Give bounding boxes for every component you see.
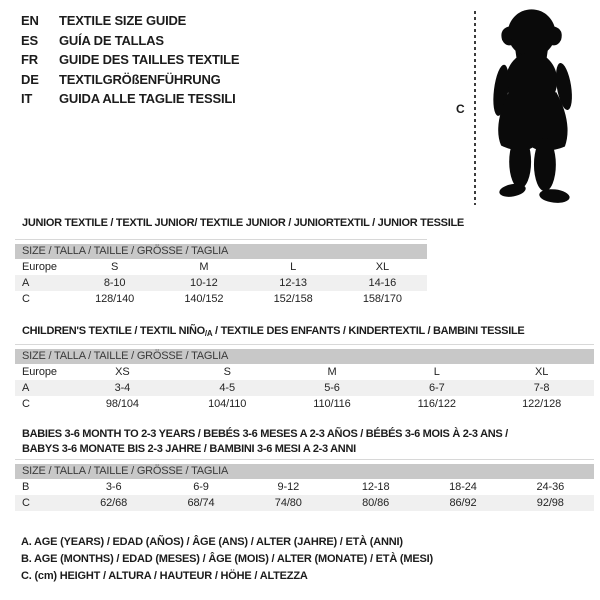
- row-label: C: [22, 398, 30, 410]
- size-section-2: [15, 423, 594, 511]
- size-cell: 7-8: [533, 382, 550, 394]
- row-label: C: [22, 293, 30, 305]
- size-cell: 18-24: [449, 481, 477, 493]
- footnote: C. (cm) HEIGHT / ALTURA / HAUTEUR / HÖHE / ALTEZZA: [21, 570, 308, 582]
- table-row: [15, 380, 594, 396]
- table-row: [15, 364, 594, 380]
- height-measure-line: [474, 11, 476, 205]
- size-header-row: [15, 464, 594, 479]
- language-label: GUÍA DE TALLAS: [59, 32, 164, 48]
- size-header-label: SIZE / TALLA / TAILLE / GRÖSSE / TAGLIA: [15, 464, 594, 479]
- size-cell: 12-18: [361, 481, 390, 493]
- size-cell: 62/68: [100, 497, 128, 509]
- size-section-0: [15, 212, 464, 307]
- size-cell: L: [290, 261, 297, 273]
- size-table-wrap: [15, 239, 427, 307]
- size-cell: 3-6: [105, 481, 122, 493]
- size-cell: 122/128: [522, 398, 562, 410]
- legend-footnotes: [21, 534, 433, 585]
- language-row-es: [21, 31, 239, 51]
- size-cell: 5-6: [324, 382, 340, 394]
- section-title: [22, 212, 464, 231]
- row-label: B: [22, 481, 30, 493]
- size-cell: 3-4: [114, 382, 131, 394]
- size-cell: 80/86: [362, 497, 390, 509]
- size-cell: 86/92: [449, 497, 477, 509]
- size-cell: 128/140: [95, 293, 135, 305]
- size-table-wrap: [15, 344, 594, 412]
- language-row-fr: [21, 50, 239, 70]
- section-title: [22, 423, 594, 457]
- size-cell: XL: [534, 366, 549, 378]
- size-cell: 158/170: [362, 293, 402, 305]
- section-title-part: BABIES 3-6 MONTH TO 2-3 YEARS / BEBÉS 3-6 MESES A 2-3 AÑOS / BÉBÉS 3-6 MOIS À 2-3 ANS /: [22, 428, 508, 440]
- row-label: A: [22, 277, 30, 289]
- size-cell: 8-10: [103, 277, 126, 289]
- size-cell: XS: [115, 366, 130, 378]
- section-title-part: BABYS 3-6 MONATE BIS 2-3 JAHRE / BAMBINI 3-6 MESI A 2-3 ANNI: [22, 443, 356, 455]
- language-code: ES: [21, 32, 38, 48]
- size-cell: 116/122: [417, 398, 456, 410]
- size-cell: M: [327, 366, 337, 378]
- size-cell: M: [199, 261, 209, 273]
- language-list: [21, 11, 239, 109]
- size-cell: 10-12: [190, 277, 218, 289]
- language-label: GUIDA ALLE TAGLIE TESSILI: [59, 91, 236, 106]
- language-label: GUIDE DES TAILLES TEXTILE: [59, 52, 240, 67]
- size-cell: S: [223, 366, 231, 378]
- language-code: IT: [21, 91, 33, 106]
- row-label: A: [22, 382, 30, 394]
- size-header-label: SIZE / TALLA / TAILLE / GRÖSSE / TAGLIA: [15, 349, 594, 364]
- section-title-part: JUNIOR TEXTILE / TEXTIL JUNIOR/ TEXTILE JUNIOR / JUNIORTEXTIL / JUNIOR TESSILE: [22, 217, 464, 229]
- row-label: Europe: [22, 261, 57, 273]
- baby-silhouette-icon: [483, 4, 583, 209]
- size-cell: 9-12: [277, 481, 300, 493]
- size-cell: 140/152: [184, 293, 224, 305]
- language-code: FR: [21, 52, 38, 67]
- table-row: [15, 291, 427, 307]
- table-row: [15, 479, 594, 495]
- table-row: [15, 259, 427, 275]
- size-header-label: SIZE / TALLA / TAILLE / GRÖSSE / TAGLIA: [15, 244, 427, 259]
- size-table: [15, 349, 594, 412]
- size-header-row: [15, 244, 427, 259]
- language-code: DE: [21, 71, 39, 87]
- size-cell: S: [111, 261, 119, 273]
- language-label: TEXTILE SIZE GUIDE: [59, 13, 187, 28]
- row-label: C: [22, 497, 30, 509]
- size-section-1: [15, 320, 594, 412]
- size-table: [15, 244, 427, 307]
- size-cell: 12-13: [279, 277, 307, 289]
- size-cell: 24-36: [536, 481, 565, 493]
- language-code: EN: [21, 13, 39, 28]
- section-title: [22, 320, 594, 341]
- section-title-part: /A: [204, 329, 213, 338]
- footnote: A. AGE (YEARS) / EDAD (AÑOS) / ÂGE (ANS) / ALTER (JAHRE) / ETÀ (ANNI): [21, 536, 403, 548]
- size-cell: 6-7: [428, 382, 445, 394]
- size-header-row: [15, 349, 594, 364]
- table-row: [15, 495, 594, 511]
- size-table-wrap: [15, 459, 594, 511]
- size-cell: 152/158: [273, 293, 313, 305]
- size-cell: 104/110: [208, 398, 247, 410]
- height-measure-label: C: [456, 102, 465, 116]
- language-label: TEXTILGRÖßENFÜHRUNG: [59, 71, 221, 87]
- size-cell: 68/74: [187, 497, 215, 509]
- row-label: Europe: [22, 366, 57, 378]
- footnote: B. AGE (MONTHS) / EDAD (MESES) / ÂGE (MOIS) / ALTER (MONATE) / ETÀ (MESI): [21, 553, 433, 565]
- language-row-de: [21, 70, 239, 90]
- language-row-it: [21, 89, 239, 109]
- size-cell: XL: [375, 261, 389, 273]
- size-cell: 74/80: [274, 497, 302, 509]
- size-cell: 4-5: [219, 382, 235, 394]
- size-cell: 14-16: [368, 277, 397, 289]
- size-cell: 6-9: [193, 481, 209, 493]
- size-cell: 92/98: [536, 497, 564, 509]
- language-row-en: [21, 11, 239, 31]
- size-cell: L: [433, 366, 440, 378]
- table-row: [15, 396, 594, 412]
- size-table: [15, 464, 594, 511]
- section-title-part: CHILDREN'S TEXTILE / TEXTIL NIÑO: [22, 325, 205, 337]
- size-cell: 110/116: [313, 398, 351, 410]
- section-title-part: / TEXTILE DES ENFANTS / KINDERTEXTIL / BAMBINI TESSILE: [212, 325, 525, 337]
- size-cell: 98/104: [105, 398, 139, 410]
- table-row: [15, 275, 427, 291]
